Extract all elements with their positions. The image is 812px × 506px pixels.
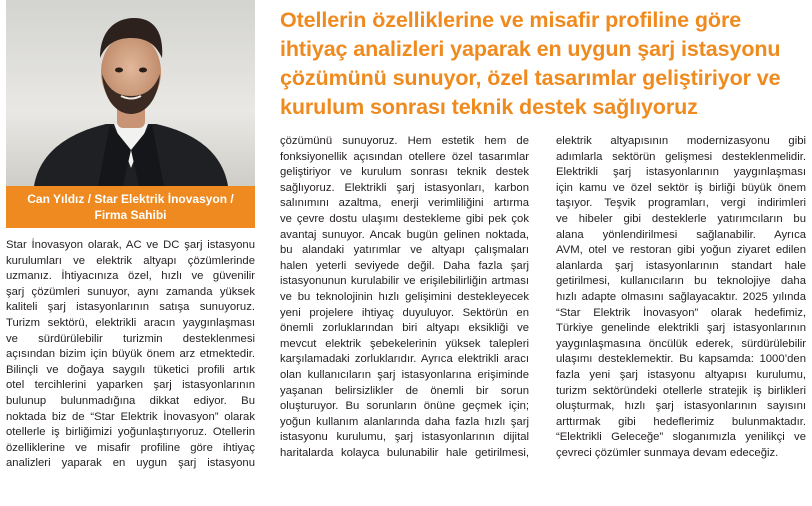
body-text-line: mevcut elektrik şebekelerinin yüksek talepleri: [280, 337, 529, 350]
body-text-line: bulunup bulunmadığına dikkat ediyor. Bu: [6, 394, 255, 407]
photo-caption: [6, 186, 255, 228]
body-text-line: otel tercihlerini yaparken şarj istasyonlarının: [6, 379, 255, 392]
body-text-line: adımlarla sektörün gelişmesi desteklenmelidir.: [556, 150, 806, 163]
body-text-line: bu alandaki yatırımlar ve altyapı çalışmaları: [280, 244, 529, 257]
portrait-photo-icon: [6, 0, 255, 186]
body-text-line: oluşturuyor. Bu sorunların önüne geçmek için;: [280, 400, 529, 413]
body-text-line: arttırmak gibi hedeflerimiz bulunmaktadır.: [556, 415, 806, 428]
body-text-line: uzmanız. İhtiyacınıza özel, hızlı ve güvenilir: [6, 270, 255, 283]
body-text-line: ve bu teknolojinin hızlı gelişimini destekleyecek: [280, 290, 529, 303]
caption-title: Firma Sahibi: [94, 208, 167, 222]
body-text-line: özelliklerine ve misafir profiline göre ihtiyaç: [6, 441, 255, 454]
body-text-line: kurulumları ve elektrik altyapı çözümlerinde: [6, 254, 255, 267]
caption-name: Can Yıldız / Star Elektrik İnovasyon /: [27, 192, 234, 206]
body-text-line: ve sürdürülebilir turizmin desteklenmesi: [6, 332, 255, 345]
body-text-line: ulaşımı desteklemektir. Bu kapsamda: 1000’den: [556, 353, 806, 366]
body-text-line: yaygınlaşmasına öncülük ederek, sürdürülebilir: [556, 337, 806, 350]
body-text-line: analizleri yaparak en uygun şarj istasyonu: [6, 457, 255, 470]
body-text-line: noktada biz de “Star Elektrik İnovasyon” olarak: [6, 410, 255, 423]
body-text-line: taşıyor. Teşvik programları, vergi indirimleri: [556, 197, 806, 210]
body-text-line: halen yeterli seviyede değil. Daha fazla şarj: [280, 259, 529, 272]
body-text-line: kaliteli şarj istasyonlarının satışa sunuyoruz.: [6, 301, 255, 314]
body-text-line: karşılamadaki zorluklarıdır. Ayrıca elektrikli aracı: [280, 353, 529, 366]
body-text-line: haritalarda kolayca bulunabilir hale getirilmesi,: [280, 446, 529, 459]
body-text-line: elektrik altyapısının modernizasyonu gibi: [556, 135, 806, 147]
text-column-2: [280, 134, 529, 461]
body-text-line: avantaj sunuyor. Ancak bugün gelinen noktada,: [280, 228, 529, 241]
body-text-line: önemli zorluklarından biri altyapı eksikliği ve: [280, 322, 529, 335]
body-text-line: istasyonu kurulumu, şarj istasyonlarının dijital: [280, 431, 529, 444]
body-text-line: hızlı adapte olmasını sağlayacaktır. 2025 yılında: [556, 290, 806, 303]
body-text-line: Türkiye genelinde elektrikli şarj istasyonlarının: [556, 322, 806, 335]
body-text-line: getirilmesi, kullanıcıların bu teknolojiye daha: [556, 275, 806, 288]
body-text-line: çözümünü sunuyoruz. Hem estetik hem de: [280, 135, 529, 147]
body-text-line: Bilinçli ve doğaya saygılı tüketici profili artık: [6, 363, 255, 376]
article-headline: Otellerin özelliklerine ve misafir profiline göre ihtiyaç analizleri yaparak en uygun şarj istasyonu çözümünü sunuyor, özel tasarımlar geliştiriyor ve kurulum sonrası teknik destek sağlıyoruz: [280, 8, 781, 119]
body-text-line: “Star Elektrik İnovasyon” olarak hedefimiz,: [556, 306, 806, 319]
body-text-line: şarj çözümleri sunuyor, aynı zamanda yüksek: [6, 285, 255, 298]
body-text-line: fazla yeni şarj istasyonu altyapısı kurulumu,: [556, 368, 806, 381]
body-text-line: alana yönlendirilmesi sağlanabilir. Ayrıca: [556, 228, 806, 241]
body-text-line: otellerle iş birliğimizi yoğunlaştırıyoruz. Otellerin: [6, 426, 255, 439]
body-text-line: yeni projelere ihtiyaç duyuluyor. Sektörün en: [280, 306, 529, 319]
text-column-3: [556, 134, 806, 461]
text-column-1: [6, 238, 255, 472]
body-text-line: açısından bizim için büyük önem arz etmektedir.: [6, 348, 255, 361]
body-text-line: “Elektrikli Geleceğe” sloganımızla yenilikçi ve: [556, 431, 806, 444]
body-text-line: fonksiyonellik açısından otellere özel tasarımlar: [280, 150, 529, 163]
body-text-line: çevreci çözümler sunmaya devam edeceğiz.: [556, 446, 779, 459]
body-text-line: oluşturmak, hızlı şarj istasyonlarının sayısını: [556, 400, 806, 413]
body-text-line: ve çevre dostu ulaşımı destekleme gibi pek çok: [280, 212, 529, 225]
body-text-line: Star İnovasyon olarak, AC ve DC şarj istasyonu: [6, 239, 255, 251]
body-text-line: turizm sektöründeki otellerle stratejik iş birlikleri: [556, 384, 806, 397]
body-text-line: yoğun kullanım alanlarında daha fazla hızlı şarj: [280, 415, 529, 428]
body-text-line: Elektrikli şarj istasyonlarının yaygınlaşması: [556, 166, 806, 179]
body-text-line: ve hibeler gibi desteklerle yatırımcıların bu: [556, 212, 806, 225]
body-text-line: Turizm sektörü, elektrikli aracın yaygınlaşması: [6, 316, 255, 329]
body-text-line: AVM, otel ve restoran gibi yoğun ziyaret edilen: [556, 244, 806, 257]
body-text-line: alanlarda şarj istasyonlarının standart hale: [556, 259, 806, 272]
body-text-line: sağlıyoruz. Elektrikli şarj istasyonları, karbon: [280, 181, 529, 194]
body-text-line: salınımını azaltma, enerji verimliliğini artırma: [280, 197, 529, 210]
body-text-line: için kamu ve özel sektör iş birliği büyük önem: [556, 181, 806, 194]
body-text-line: istasyonunun kurulabilir ve erişilebilirliğin artması: [280, 275, 529, 288]
body-text-line: yaşanan belirsizlikler de önemli bir sorun: [280, 384, 529, 397]
body-text-line: geliştiriyor ve kurulum sonrası teknik destek: [280, 166, 529, 179]
portrait-photo: [6, 0, 255, 186]
body-text-line: olan kullanıcıların şarj istasyonlarına erişiminde: [280, 368, 529, 381]
